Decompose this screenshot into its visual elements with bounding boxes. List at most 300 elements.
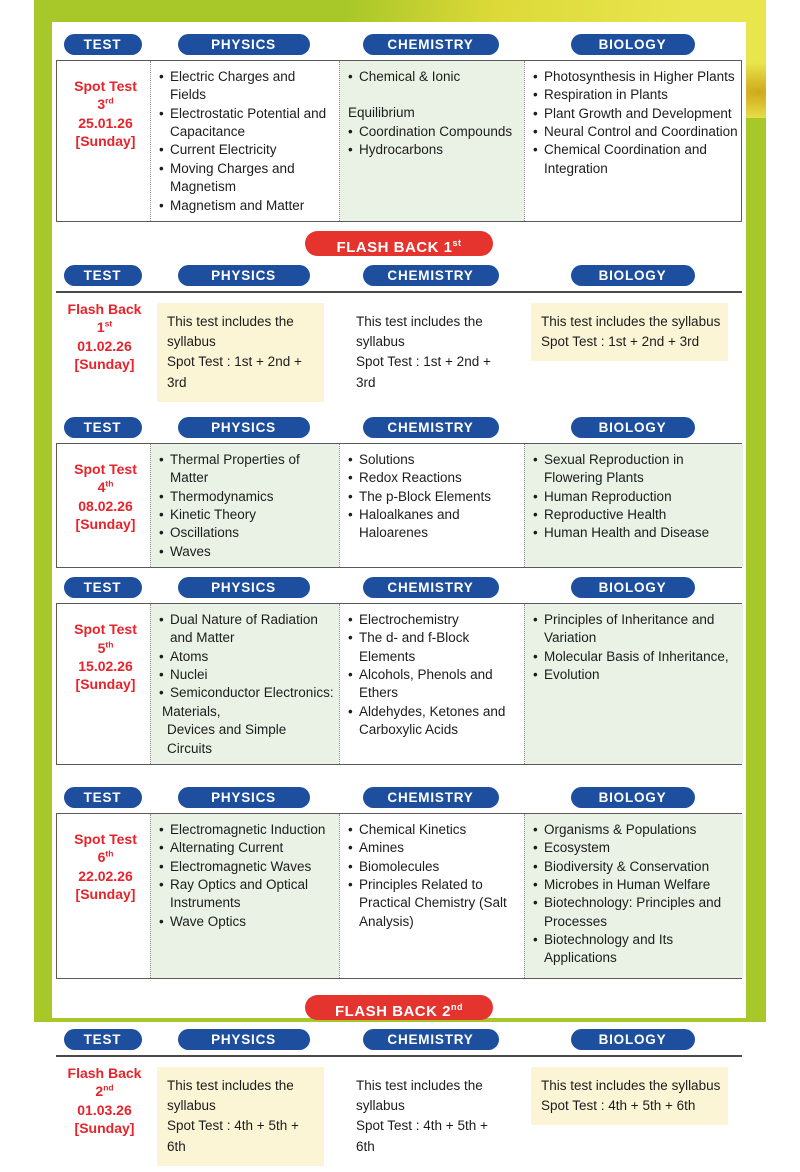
syllabus-item — [533, 858, 739, 876]
test-section — [56, 265, 742, 408]
syllabus-item — [533, 611, 739, 648]
bullet-icon — [533, 931, 544, 968]
bullet-icon — [348, 839, 359, 857]
pill-slot — [56, 417, 149, 438]
syllabus-item-text: Biotechnology: Principles and Processes — [544, 895, 722, 929]
syllabus-note — [531, 303, 728, 362]
test-date: 08.02.26 — [78, 497, 133, 514]
ordinal-number: 1 — [96, 319, 105, 336]
column-header-biology: BIOLOGY — [571, 417, 695, 438]
syllabus-item-text: Evolution — [544, 667, 600, 683]
test-date: 01.02.26 — [77, 337, 132, 354]
test-name: Spot Test — [74, 830, 137, 847]
bullet-icon — [533, 839, 544, 857]
ordinal-number: 5 — [97, 639, 106, 656]
bullet-icon — [159, 105, 170, 142]
syllabus-item — [533, 524, 739, 542]
test-ordinal — [65, 848, 146, 866]
column-header-test: TEST — [64, 265, 142, 286]
test-date: 25.01.26 — [78, 114, 133, 131]
syllabus-item — [159, 648, 335, 666]
syllabus-item — [533, 648, 739, 666]
pill-slot — [338, 787, 523, 808]
bullet-icon — [159, 68, 170, 105]
bullet-icon — [159, 821, 170, 839]
column-header-biology: BIOLOGY — [571, 787, 695, 808]
column-header-physics: PHYSICS — [178, 34, 310, 55]
note-line-2: Spot Test : 1st + 2nd + 3rd — [356, 354, 491, 390]
syllabus-item-text: Chemical & Ionic — [359, 69, 461, 84]
physics-cell — [149, 296, 338, 408]
bullet-icon — [533, 611, 544, 648]
ordinal-suffix: st — [104, 318, 113, 329]
syllabus-item — [348, 506, 520, 543]
syllabus-item-text: Dual Nature of Radiation and Matter — [170, 612, 318, 646]
bullet-icon — [533, 86, 544, 104]
bullet-icon — [348, 451, 359, 469]
test-info-cell — [57, 61, 150, 221]
test-date: 15.02.26 — [78, 657, 133, 674]
syllabus-item — [533, 105, 739, 123]
column-header-chemistry: CHEMISTRY — [363, 417, 499, 438]
syllabus-item-text: Redox Reactions — [359, 470, 462, 486]
note-line-2: Spot Test : 4th + 5th + 6th — [167, 1118, 299, 1154]
physics-cell — [149, 1060, 338, 1172]
chemistry-cell — [338, 1060, 523, 1172]
syllabus-item-text: Alcohols, Phenols and Ethers — [359, 667, 493, 701]
syllabus-item — [348, 876, 520, 931]
test-date: 22.02.26 — [78, 867, 133, 884]
column-header-physics: PHYSICS — [178, 1029, 310, 1050]
test-section — [56, 787, 742, 979]
biology-cell — [524, 61, 743, 221]
syllabus-item-text: Magnetism and Matter — [170, 197, 305, 213]
column-header-biology: BIOLOGY — [571, 34, 695, 55]
ordinal-number: 4 — [97, 479, 106, 496]
syllabus-item — [159, 68, 335, 105]
bullet-icon — [533, 894, 544, 931]
column-header-physics: PHYSICS — [178, 577, 310, 598]
flashback-banner-label: FLASH BACK 2 — [334, 1002, 451, 1020]
syllabus-item — [348, 629, 520, 666]
test-section — [56, 34, 742, 222]
pill-slot — [149, 34, 338, 55]
syllabus-item — [159, 197, 335, 215]
syllabus-note — [157, 303, 324, 402]
pill-slot — [56, 1029, 149, 1050]
test-ordinal — [65, 95, 146, 113]
syllabus-item — [159, 821, 335, 839]
pill-slot — [149, 787, 338, 808]
syllabus-item-text: Oscillations — [170, 525, 240, 541]
syllabus-item — [533, 123, 739, 141]
test-name: Flash Back — [67, 1064, 142, 1081]
column-header-physics: PHYSICS — [178, 417, 310, 438]
syllabus-item-text: Biotechnology and Its Applications — [544, 932, 674, 966]
biology-cell — [524, 814, 743, 978]
ordinal-suffix: th — [105, 638, 114, 649]
syllabus-item-text: Microbes in Human Welfare — [544, 876, 711, 892]
syllabus-item — [348, 611, 520, 629]
syllabus-item-text: Ray Optics and Optical Instruments — [170, 876, 309, 911]
ordinal-suffix: rd — [105, 95, 114, 106]
column-header-biology: BIOLOGY — [571, 265, 695, 286]
syllabus-item — [159, 160, 335, 197]
syllabus-item — [159, 858, 335, 876]
bullet-icon — [159, 506, 170, 524]
pill-slot — [338, 265, 523, 286]
bullet-icon — [348, 858, 359, 876]
syllabus-table — [56, 603, 742, 765]
syllabus-item-text: Electromagnetic Induction — [170, 821, 326, 837]
syllabus-item — [159, 105, 335, 142]
pill-slot — [523, 577, 742, 598]
syllabus-note — [531, 1067, 728, 1126]
physics-cell — [150, 814, 339, 978]
pill-slot — [56, 787, 149, 808]
syllabus-table — [56, 813, 742, 979]
chemistry-cell — [339, 444, 524, 567]
note-line-1: This test includes the syllabus — [167, 313, 294, 350]
test-ordinal — [64, 1082, 145, 1100]
test-ordinal — [65, 639, 146, 657]
syllabus-item-text: Alternating Current — [170, 840, 284, 856]
pill-slot — [56, 577, 149, 598]
pill-slot — [338, 1029, 523, 1050]
pill-slot — [56, 34, 149, 55]
test-day: [Sunday] — [74, 1120, 135, 1137]
syllabus-item — [533, 666, 739, 684]
syllabus-item-text: Electric Charges and Fields — [170, 69, 296, 103]
bullet-icon — [159, 451, 170, 488]
column-header-physics: PHYSICS — [178, 265, 310, 286]
bullet-icon — [533, 141, 544, 178]
syllabus-item — [348, 141, 520, 159]
physics-cell — [150, 61, 339, 221]
flashback-banner-label: FLASH BACK 1 — [336, 238, 453, 256]
syllabus-item — [159, 913, 335, 931]
bullet-icon — [159, 160, 170, 197]
syllabus-item-text: Aldehydes, Ketones and Carboxylic Acids — [359, 703, 506, 738]
test-ordinal — [64, 318, 145, 336]
pill-slot — [149, 417, 338, 438]
syllabus-item — [159, 506, 335, 524]
column-header-test: TEST — [64, 417, 142, 438]
syllabus-item-text: Wave Optics — [170, 913, 247, 929]
ordinal-suffix: th — [105, 478, 114, 489]
test-info-cell — [57, 604, 150, 764]
bullet-icon — [533, 451, 544, 488]
test-section — [56, 577, 742, 765]
syllabus-item — [533, 839, 739, 857]
syllabus-item-text: Coordination Compounds — [359, 123, 513, 139]
syllabus-item-text: Molecular Basis of Inheritance, — [544, 648, 729, 664]
test-name: Spot Test — [74, 621, 137, 638]
syllabus-item-text: Human Reproduction — [544, 488, 672, 504]
bullet-icon — [159, 543, 170, 561]
syllabus-table — [56, 60, 742, 222]
column-header-biology: BIOLOGY — [571, 577, 695, 598]
pill-slot — [523, 34, 742, 55]
syllabus-item-text: Principles of Inheritance and Variation — [544, 612, 715, 646]
syllabus-item-text: Respiration in Plants — [544, 87, 668, 103]
syllabus-item-text: Ecosystem — [544, 840, 611, 856]
pill-slot — [149, 1029, 338, 1050]
note-line-1: This test includes the syllabus — [541, 1077, 721, 1093]
syllabus-item-text: Sexual Reproduction in Flowering Plants — [544, 451, 684, 486]
syllabus-item — [533, 451, 739, 488]
pill-slot — [338, 34, 523, 55]
chemistry-cell — [339, 604, 524, 764]
syllabus-item — [533, 821, 739, 839]
bullet-icon — [533, 105, 544, 123]
bullet-icon — [348, 666, 359, 703]
chemistry-cell — [339, 814, 524, 978]
flashback-banner — [305, 231, 493, 256]
syllabus-item-text: Thermodynamics — [170, 488, 274, 504]
test-info-cell — [56, 1060, 149, 1172]
ordinal-number: 3 — [97, 96, 106, 113]
note-line-1: This test includes the syllabus — [356, 313, 483, 350]
syllabus-item — [348, 858, 520, 876]
pill-slot — [149, 265, 338, 286]
bullet-icon — [159, 839, 170, 857]
column-header-row — [56, 417, 742, 438]
syllabus-item — [348, 488, 520, 506]
syllabus-item-text: Materials, — [162, 703, 221, 719]
column-header-test: TEST — [64, 787, 142, 808]
syllabus-item — [348, 469, 520, 487]
syllabus-item — [159, 488, 335, 506]
column-header-row — [56, 34, 742, 55]
bullet-icon — [348, 629, 359, 666]
note-line-1: This test includes the syllabus — [167, 1077, 294, 1114]
physics-cell — [150, 444, 339, 567]
flashback-banner — [305, 995, 493, 1020]
syllabus-item-text: Biodiversity & Conservation — [544, 858, 710, 874]
test-section — [56, 1029, 742, 1172]
flashback-banner-ordinal-suffix: st — [452, 237, 462, 248]
syllabus-item-text: Organisms & Populations — [544, 821, 697, 837]
syllabus-item-text: Principles Related to Practical Chemistry (Salt Analysis) — [359, 876, 507, 929]
syllabus-item-text: Semiconductor Electronics: — [170, 685, 334, 701]
note-line-1: This test includes the syllabus — [541, 313, 721, 329]
pill-slot — [338, 577, 523, 598]
test-day: [Sunday] — [75, 133, 136, 150]
syllabus-item-text: Solutions — [359, 451, 415, 467]
biology-cell — [524, 444, 743, 567]
test-day: [Sunday] — [75, 676, 136, 693]
bullet-icon — [533, 68, 544, 86]
bullet-icon — [533, 666, 544, 684]
test-date: 01.03.26 — [77, 1101, 132, 1118]
column-header-chemistry: CHEMISTRY — [363, 34, 499, 55]
syllabus-item-text: Reproductive Health — [544, 506, 667, 522]
syllabus-item-text: Chemical Kinetics — [359, 821, 467, 837]
biology-cell — [523, 1060, 742, 1172]
pill-slot — [149, 577, 338, 598]
syllabus-item-text: Hydrocarbons — [359, 142, 444, 158]
bullet-icon — [348, 821, 359, 839]
pill-slot — [523, 787, 742, 808]
bullet-icon — [159, 197, 170, 215]
bullet-icon — [533, 648, 544, 666]
syllabus-item — [159, 451, 335, 488]
syllabus-item-text: Electrochemistry — [359, 612, 459, 628]
syllabus-item — [159, 543, 335, 561]
pill-slot — [523, 265, 742, 286]
ordinal-number: 6 — [97, 849, 106, 866]
syllabus-note — [346, 303, 509, 402]
bullet-icon — [159, 141, 170, 159]
syllabus-item — [159, 839, 335, 857]
syllabus-item — [348, 451, 520, 469]
syllabus-item-text: Electrostatic Potential and Capacitance — [170, 105, 327, 140]
syllabus-item-text: Current Electricity — [170, 142, 277, 158]
chemistry-cell — [338, 296, 523, 408]
syllabus-item-text: Atoms — [170, 648, 209, 664]
syllabus-item-text: Chemical Coordination and Integration — [544, 142, 707, 176]
pill-slot — [523, 1029, 742, 1050]
syllabus-item — [533, 141, 739, 178]
bullet-icon — [533, 821, 544, 839]
syllabus-item — [159, 141, 335, 159]
note-line-2: Spot Test : 4th + 5th + 6th — [356, 1118, 488, 1154]
biology-cell — [523, 296, 742, 408]
test-name: Flash Back — [67, 300, 142, 317]
syllabus-table — [56, 291, 742, 408]
column-header-biology: BIOLOGY — [571, 1029, 695, 1050]
syllabus-item — [533, 86, 739, 104]
syllabus-table — [56, 1055, 742, 1172]
column-header-test: TEST — [64, 34, 142, 55]
column-header-row — [56, 265, 742, 286]
column-header-row — [56, 787, 742, 808]
syllabus-item-text: Human Health and Disease — [544, 525, 710, 541]
note-line-1: This test includes the syllabus — [356, 1077, 483, 1114]
test-day: [Sunday] — [75, 886, 136, 903]
syllabus-item — [159, 721, 335, 758]
test-name: Spot Test — [74, 460, 137, 477]
syllabus-item — [533, 876, 739, 894]
syllabus-item — [348, 839, 520, 857]
test-info-cell — [57, 444, 150, 567]
bullet-icon — [348, 488, 359, 506]
syllabus-item — [159, 524, 335, 542]
syllabus-item — [348, 104, 520, 122]
syllabus-item — [159, 703, 335, 721]
syllabus-item — [533, 894, 739, 931]
syllabus-note — [157, 1067, 324, 1166]
bullet-icon — [533, 524, 544, 542]
test-day: [Sunday] — [75, 516, 136, 533]
physics-cell — [150, 604, 339, 764]
bullet-icon — [348, 68, 359, 86]
column-header-test: TEST — [64, 577, 142, 598]
syllabus-item-text: Biomolecules — [359, 858, 440, 874]
syllabus-item — [533, 506, 739, 524]
syllabus-item-text: Thermal Properties of Matter — [170, 451, 300, 486]
column-header-physics: PHYSICS — [178, 787, 310, 808]
syllabus-item-text: Moving Charges and Magnetism — [170, 160, 295, 195]
bullet-icon — [159, 876, 170, 913]
bullet-icon — [533, 488, 544, 506]
bullet-icon — [533, 123, 544, 141]
syllabus-item — [348, 703, 520, 740]
pill-slot — [338, 417, 523, 438]
content-panel — [52, 22, 746, 1154]
syllabus-item-text: Equilibrium — [348, 105, 415, 121]
biology-cell — [524, 604, 743, 764]
bullet-icon — [348, 703, 359, 740]
ordinal-suffix: nd — [103, 1082, 114, 1093]
test-info-cell — [57, 814, 150, 978]
column-header-chemistry: CHEMISTRY — [363, 577, 499, 598]
syllabus-item — [348, 68, 520, 86]
bullet-icon — [159, 524, 170, 542]
syllabus-item — [159, 666, 335, 684]
bullet-icon — [348, 876, 359, 931]
column-header-chemistry: CHEMISTRY — [363, 265, 499, 286]
chemistry-cell — [339, 61, 524, 221]
bullet-icon — [159, 684, 170, 702]
bullet-icon — [348, 611, 359, 629]
bullet-icon — [159, 666, 170, 684]
syllabus-table — [56, 443, 742, 568]
syllabus-item-text: Electromagnetic Waves — [170, 858, 312, 874]
column-header-row — [56, 1029, 742, 1050]
bullet-icon — [533, 876, 544, 894]
syllabus-item — [159, 611, 335, 648]
test-section — [56, 417, 742, 568]
flashback-banner-ordinal-suffix: nd — [451, 1001, 463, 1012]
column-header-row — [56, 577, 742, 598]
note-line-2: Spot Test : 1st + 2nd + 3rd — [541, 334, 700, 350]
syllabus-item-text: Kinetic Theory — [170, 506, 257, 522]
test-day: [Sunday] — [74, 356, 135, 373]
pill-slot — [56, 265, 149, 286]
syllabus-item-text: Devices and Simple Circuits — [167, 722, 287, 756]
bullet-icon — [159, 611, 170, 648]
test-info-cell — [56, 296, 149, 408]
ordinal-suffix: th — [105, 848, 114, 859]
syllabus-item-text: Neural Control and Coordination — [544, 124, 738, 140]
column-header-test: TEST — [64, 1029, 142, 1050]
syllabus-item-text: The p-Block Elements — [359, 488, 492, 504]
bullet-icon — [348, 506, 359, 543]
syllabus-item — [348, 666, 520, 703]
syllabus-note — [346, 1067, 509, 1166]
syllabus-item — [159, 684, 335, 702]
test-name: Spot Test — [74, 78, 137, 94]
bullet-icon — [159, 488, 170, 506]
syllabus-item-text: Nuclei — [170, 667, 208, 683]
column-header-chemistry: CHEMISTRY — [363, 787, 499, 808]
bullet-icon — [533, 858, 544, 876]
syllabus-item-text: Plant Growth and Development — [544, 105, 732, 121]
pill-slot — [523, 417, 742, 438]
syllabus-item-text: Photosynthesis in Higher Plants — [544, 69, 735, 84]
column-header-chemistry: CHEMISTRY — [363, 1029, 499, 1050]
ordinal-number: 2 — [95, 1083, 104, 1100]
syllabus-item — [348, 821, 520, 839]
bullet-icon — [159, 913, 170, 931]
syllabus-item-text: Haloalkanes and Haloarenes — [359, 506, 460, 541]
bullet-icon — [348, 123, 359, 141]
syllabus-item-text: The d- and f-Block Elements — [359, 630, 470, 664]
bullet-icon — [159, 648, 170, 666]
note-line-2: Spot Test : 4th + 5th + 6th — [541, 1098, 696, 1114]
